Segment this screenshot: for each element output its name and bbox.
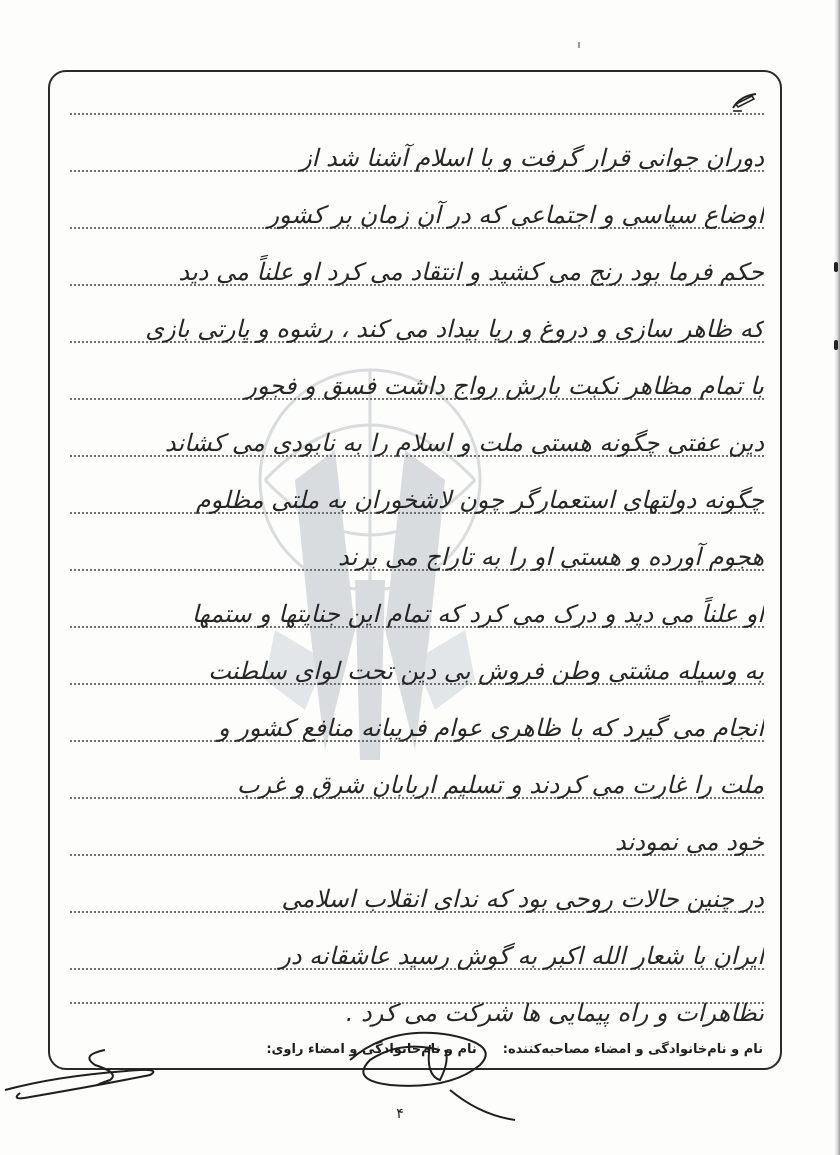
handwritten-line: چگونه دولتهای استعمارگر چون لاشخوران به ملتی مظلوم — [195, 486, 764, 514]
handwritten-line: حکم فرما بود رنج می کشید و انتقاد می کرد او علناً می دید — [178, 258, 764, 286]
scan-artifact — [834, 340, 838, 350]
handwritten-line: او علناً می دید و درک می کرد که تمام این جنایتها و ستمها — [191, 600, 764, 628]
ruled-line — [70, 113, 764, 115]
handwritten-line: اوضاع سیاسی و اجتماعی که در آن زمان بر کشور — [267, 201, 764, 229]
handwritten-line: ایران با شعار الله اکبر به گوش رسید عاشقانه در — [279, 942, 764, 970]
handwritten-line: با تمام مظاهر نکبت بارش رواج داشت فسق و فجور — [245, 372, 764, 400]
scan-edge-shadow — [834, 0, 840, 1155]
handwritten-line: خود می نمودند — [615, 828, 764, 856]
handwritten-line: دین عفتی چگونه هستی ملت و اسلام را به نابودی می کشاند — [164, 429, 764, 457]
handwritten-line: انجام می گیرد که با ظاهری عوام فریبانه منافع کشور و — [218, 714, 764, 742]
pen-writing-icon — [730, 90, 760, 114]
narrator-signature-label: نام و نام‌خانوادگی و امضاء راوی: — [266, 1042, 477, 1057]
scan-artifact — [834, 262, 838, 272]
handwritten-line: تظاهرات و راه پیمایی ها شرکت می کرد . — [345, 999, 764, 1027]
interviewer-signature-label: نام و نام‌خانوادگی و امضاء مصاحبه‌کننده: — [502, 1042, 763, 1057]
handwritten-line: دوران جوانی قرار گرفت و با اسلام آشنا شد از — [300, 144, 764, 172]
narrator-signature — [0, 1035, 170, 1115]
interviewer-signature — [330, 1020, 520, 1130]
page-number: ۴ — [396, 1106, 404, 1122]
handwritten-line: ملت را غارت می کردند و تسلیم اربابان شرق و غرب — [236, 771, 764, 799]
handwritten-line: که ظاهر سازی و دروغ و ریا بیداد می کند ، رشوه و پارتی بازی — [145, 315, 764, 343]
handwritten-line: هجوم آورده و هستی او را به تاراج می برند — [338, 543, 764, 571]
handwritten-line: در چنین حالات روحی بود که ندای انقلاب اسلامی — [281, 885, 764, 913]
scan-artifact — [578, 42, 580, 48]
handwritten-line: به وسیله مشتی وطن فروش بی دین تحت لوای سلطنت — [208, 657, 764, 685]
